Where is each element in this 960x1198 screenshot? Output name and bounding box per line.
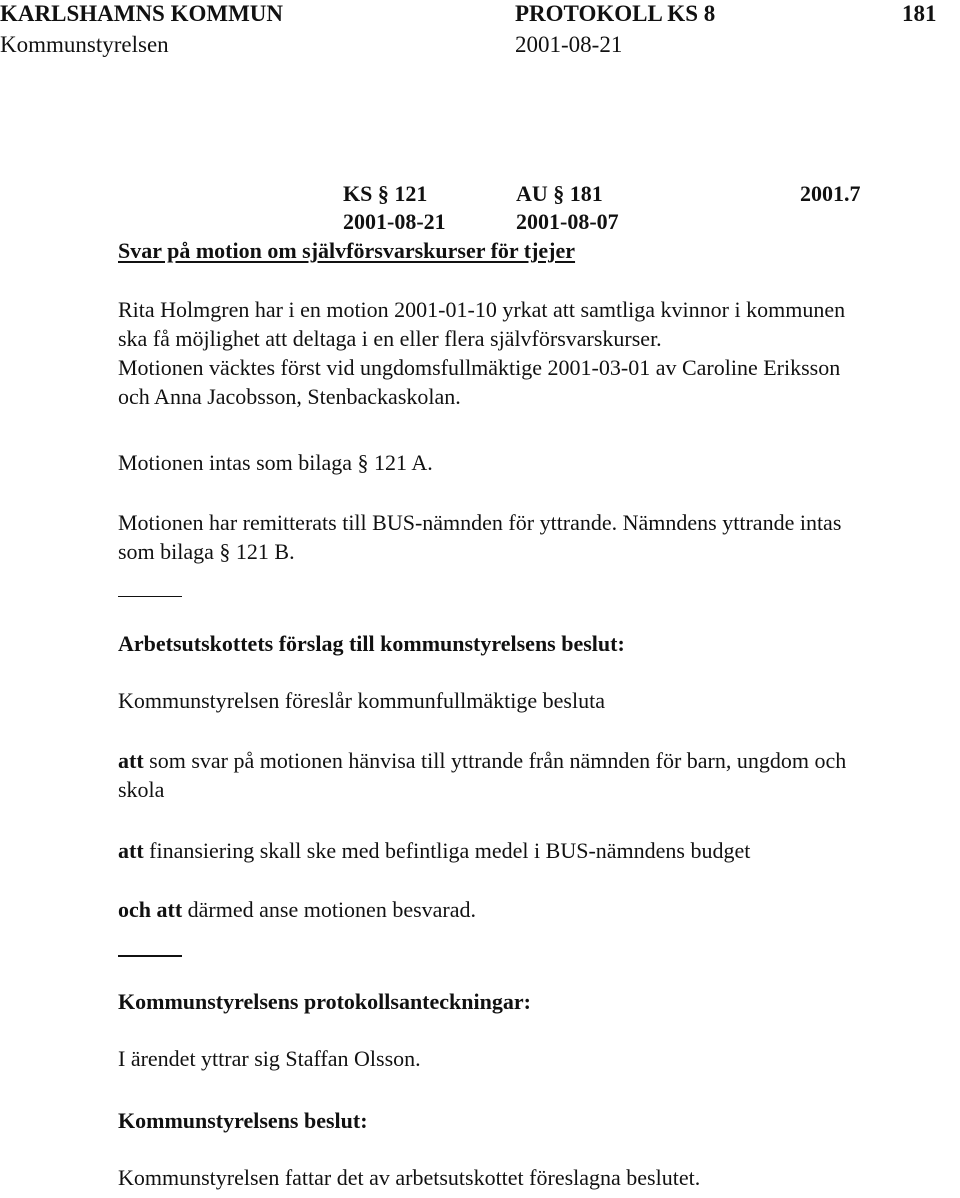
clause-text: som svar på motionen hänvisa till yttrande från nämnden för barn, ungdom och	[143, 748, 847, 773]
organization-name: KARLSHAMNS KOMMUN	[0, 1, 284, 26]
decision-clause-1	[118, 746, 960, 804]
decision-clause-3	[118, 897, 476, 923]
au-proposal-heading: Arbetsutskottets förslag till kommunstyrelsens beslut:	[118, 631, 625, 656]
au-paragraph-ref: AU § 181	[516, 181, 603, 206]
clause-text: finansiering skall ske med befintliga medel i BUS-nämndens budget	[143, 838, 751, 863]
annotations-text: I ärendet yttrar sig Staffan Olsson.	[118, 1046, 421, 1071]
referral-note	[118, 508, 960, 566]
attachment-a-note: Motionen intas som bilaga § 121 A.	[118, 450, 433, 475]
page-number: 181	[902, 1, 937, 26]
clause-text: skola	[118, 777, 165, 802]
paragraph-line: Rita Holmgren har i en motion 2001-01-10 yrkat att samtliga kvinnor i kommunen	[118, 297, 846, 322]
paragraph-line: Motionen väcktes först vid ungdomsfullmäktige 2001-03-01 av Caroline Eriksson	[118, 355, 841, 380]
paragraph-line: som bilaga § 121 B.	[118, 539, 295, 564]
decision-text: Kommunstyrelsen fattar det av arbetsutskottet föreslagna beslutet.	[118, 1165, 701, 1190]
clause-keyword: att	[118, 838, 144, 863]
protocol-title: PROTOKOLL KS 8	[515, 1, 716, 26]
document-number: 2001.7	[800, 181, 861, 206]
annotations-heading: Kommunstyrelsens protokollsanteckningar:	[118, 989, 531, 1014]
meeting-date: 2001-08-21	[515, 32, 623, 57]
case-title: Svar på motion om självförsvarskurser för tjejer	[118, 238, 576, 263]
paragraph-line: ska få möjlighet att deltaga i en eller flera självförsvarskurser.	[118, 326, 662, 351]
section-divider	[118, 596, 182, 597]
motion-description	[118, 295, 960, 411]
issuing-body: Kommunstyrelsen	[0, 32, 169, 57]
clause-text: därmed anse motionen besvarad.	[182, 897, 476, 922]
ks-paragraph-ref: KS § 121	[343, 181, 428, 206]
decision-heading: Kommunstyrelsens beslut:	[118, 1108, 368, 1133]
decision-clause-2	[118, 838, 750, 864]
au-proposal-intro: Kommunstyrelsen föreslår kommunfullmäktige besluta	[118, 688, 605, 713]
clause-keyword: att	[118, 748, 144, 773]
clause-keyword: och att	[118, 897, 183, 922]
paragraph-line: och Anna Jacobsson, Stenbackaskolan.	[118, 384, 461, 409]
section-divider	[118, 955, 182, 957]
ks-date: 2001-08-21	[343, 209, 446, 234]
au-date: 2001-08-07	[516, 209, 619, 234]
paragraph-line: Motionen har remitterats till BUS-nämnden för yttrande. Nämndens yttrande intas	[118, 510, 842, 535]
